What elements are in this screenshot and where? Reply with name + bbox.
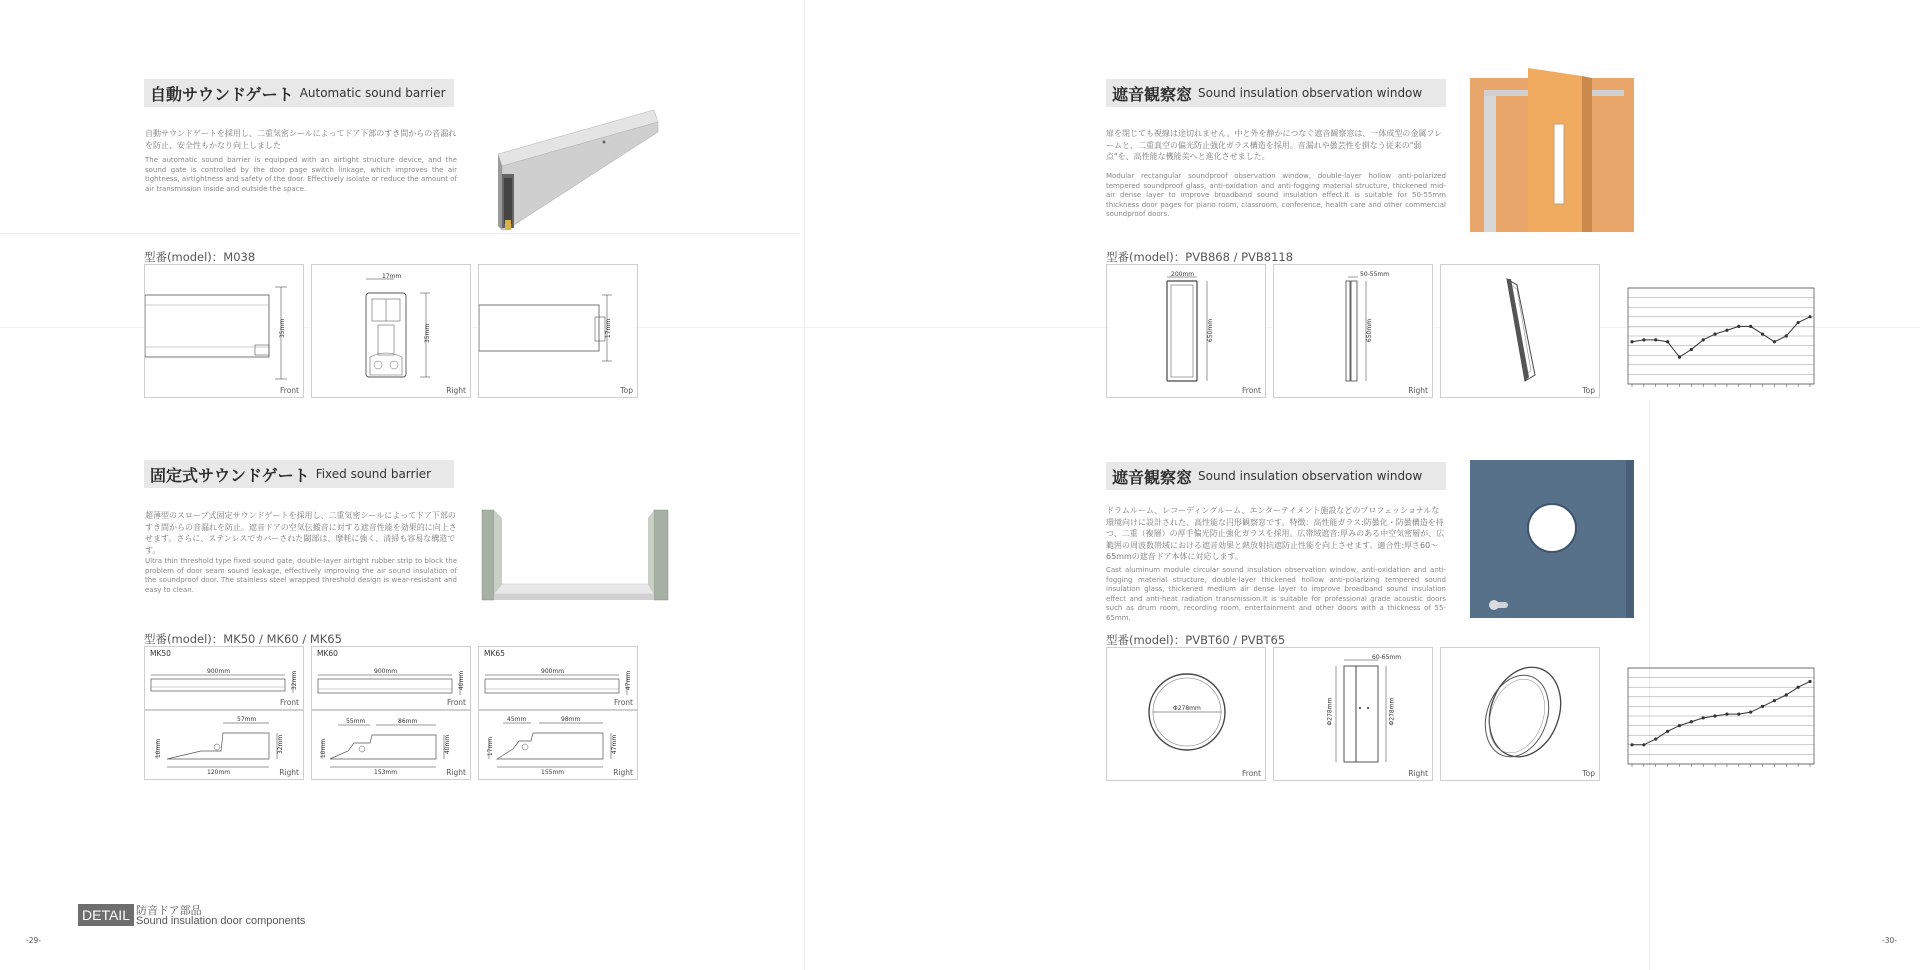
dim-length: 900mm xyxy=(374,668,398,675)
chart-point xyxy=(1785,693,1788,696)
dim-top2: 86mm xyxy=(398,718,418,725)
section-title-jp: 遮音観察窓 xyxy=(1112,84,1193,104)
chart-point xyxy=(1690,348,1693,351)
drawing-front-pvb xyxy=(1106,264,1266,398)
dim-side: 17mm xyxy=(487,736,495,757)
section-header-automatic-barrier xyxy=(144,79,454,107)
section-title-en: Sound insulation observation window xyxy=(1198,469,1423,483)
model-value: M038 xyxy=(223,250,256,264)
chart-point xyxy=(1761,705,1764,708)
dim-height: 650mm xyxy=(1207,318,1215,343)
view-label-right: Right xyxy=(1408,769,1428,778)
dim-right: 40mm xyxy=(444,734,452,755)
page-divider xyxy=(804,0,805,970)
view-label-front: Front xyxy=(614,698,633,707)
section-title-jp: 遮音観察窓 xyxy=(1112,467,1193,487)
dim-side-right: 35mm xyxy=(424,323,432,344)
section-desc-en: Cast aluminum module circular sound insulation observation window, anti-oxidation and anti-fogging material structure, double-layer thickened hollow anti-polarizing tempered sound insulation glass, thickened medium air dense layer to improve broadband sound insulation effect and anti-heat radiation transmission.It is suitable for professional grade acoustic doors such as drum room, recording room, entertainment and other doors with a thickness of 55-65mm. xyxy=(1106,566,1446,622)
dim-thickness: 60-65mm xyxy=(1372,654,1402,661)
view-label-top: Top xyxy=(1582,386,1595,395)
dim-diameter: Φ278mm xyxy=(1173,705,1201,712)
chart-point xyxy=(1725,712,1728,715)
drawing-front-mk65 xyxy=(478,646,638,710)
type-label: MK60 xyxy=(317,649,338,658)
dim-width-right: 17mm xyxy=(382,273,402,280)
chart-point xyxy=(1678,724,1681,727)
drawing-front-pvbt xyxy=(1106,647,1266,781)
model-label-mk: 型番(model)：MK50 / MK60 / MK65 xyxy=(144,632,342,646)
chart-point xyxy=(1773,699,1776,702)
view-label-top: Top xyxy=(1582,769,1595,778)
chart-point xyxy=(1749,711,1752,714)
wood-door-photo xyxy=(1470,66,1636,234)
dim-diameter-right: Φ278mm xyxy=(1388,697,1396,726)
drawing-right-mk50 xyxy=(144,710,304,780)
footer-title-jp: 防音ドア部品 xyxy=(136,904,202,917)
dim-height: 32mm xyxy=(291,670,299,691)
chart-point xyxy=(1678,356,1681,359)
page-number-left: -29- xyxy=(26,936,41,945)
guide-line-left xyxy=(0,233,800,234)
view-label-top: Top xyxy=(620,386,633,395)
model-value: PVBT60 / PVBT65 xyxy=(1185,633,1286,647)
dim-top: 17mm xyxy=(605,318,613,339)
drawing-front-mk50 xyxy=(144,646,304,710)
drawing-front-mk60 xyxy=(311,646,471,710)
chart-point xyxy=(1642,743,1645,746)
drawing-top-m038 xyxy=(478,264,638,398)
chart-point xyxy=(1749,325,1752,328)
section-header-fixed-barrier xyxy=(144,460,454,488)
sound-insulation-chart-2 xyxy=(1612,666,1818,784)
page-number-right: -30- xyxy=(1882,936,1897,945)
dim-bottom: 153mm xyxy=(374,769,398,776)
drawing-right-pvb xyxy=(1273,264,1433,398)
blue-door-photo xyxy=(1470,460,1636,618)
chart-point xyxy=(1666,730,1669,733)
dim-bottom: 120mm xyxy=(207,769,231,776)
chart-point xyxy=(1642,338,1645,341)
chart-point xyxy=(1702,716,1705,719)
chart-point xyxy=(1713,714,1716,717)
section-header-observation-window-rect xyxy=(1106,79,1446,107)
view-label-right: Right xyxy=(279,768,299,777)
model-label-pvbt: 型番(model)：PVBT60 / PVBT65 xyxy=(1106,633,1286,647)
chart-point xyxy=(1761,332,1764,335)
model-value: MK50 / MK60 / MK65 xyxy=(223,632,342,646)
view-label-right: Right xyxy=(613,768,633,777)
dim-bottom: 155mm xyxy=(541,769,565,776)
chart-point xyxy=(1737,325,1740,328)
drawing-top-pvb xyxy=(1440,264,1600,398)
chart-point xyxy=(1808,680,1811,683)
dim-diameter-left: Φ278mm xyxy=(1326,697,1334,726)
dim-width: 200mm xyxy=(1171,271,1195,278)
drawing-right-pvbt xyxy=(1273,647,1433,781)
chart-point xyxy=(1808,315,1811,318)
drawing-front-m038 xyxy=(144,264,304,398)
section-desc-jp: 扉を閉じても視線は途切れません。中と外を静かにつなぐ遮音観察窓は、一体成型の金属フレームと、二重真空の偏光防止強化ガラス構造を採用。音漏れや曇芸性を損なう従来の"弱点"を、高性能な機能美へと進化させました。 xyxy=(1106,129,1442,161)
dim-side: 10mm xyxy=(320,738,328,759)
section-desc-en: Ultra thin threshold type fixed sound gate, double-layer airtight rubber strip to block the problem of door seam sound leakage, effectively improving the air sound insulation of the soundproof door. The stainless steel wrapped threshold design is wear-resistant and easy to clean. xyxy=(145,557,457,594)
model-label-m038: 型番(model)：M038 xyxy=(144,250,256,264)
detail-badge: DETAIL xyxy=(78,904,134,926)
chart-point xyxy=(1630,743,1633,746)
dim-side: 10mm xyxy=(155,738,163,759)
dim-top: 57mm xyxy=(237,716,257,723)
view-label-front: Front xyxy=(280,386,299,395)
section-title-jp: 固定式サウンドゲート xyxy=(150,465,310,485)
dim-height: 47mm xyxy=(625,670,633,691)
dim-length: 900mm xyxy=(207,668,231,675)
chart-point xyxy=(1725,329,1728,332)
section-desc-jp: 超薄型のスロープ式固定サウンドゲートを採用し、二重気密シールによってドア下部のすき間からの音漏れを防止。遮音ドアの空気伝搬音に対する遮音性能を効果的に向上させます。さらに、ステンレスでカバーされた閾部は、摩耗に強く、清掃も容易な構造です。 xyxy=(145,511,457,555)
type-label: MK50 xyxy=(150,649,171,658)
drawing-right-m038 xyxy=(311,264,471,398)
drawing-right-mk60 xyxy=(311,710,471,780)
model-value: PVB868 / PVB8118 xyxy=(1185,250,1294,264)
automatic-barrier-photo xyxy=(494,108,659,232)
type-label: MK65 xyxy=(484,649,505,658)
view-label-right: Right xyxy=(446,386,466,395)
chart-point xyxy=(1630,340,1633,343)
dim-thickness: 50-55mm xyxy=(1360,271,1390,278)
view-label-front: Front xyxy=(447,698,466,707)
chart-point xyxy=(1654,338,1657,341)
section-title-jp: 自動サウンドゲート xyxy=(150,84,294,104)
section-desc-en: The automatic sound barrier is equipped with an airtight structure device, and the sound gate is controlled by the door page switch linkage, which improves the air tightness, airtightness and safety of the door. Effectively isolate or reduce the amount of air transmission inside and outside the space. xyxy=(145,156,457,193)
chart-point xyxy=(1702,338,1705,341)
section-header-observation-window-round xyxy=(1106,462,1446,490)
chart-point xyxy=(1713,332,1716,335)
section-title-en: Sound insulation observation window xyxy=(1198,86,1423,100)
dim-top1: 55mm xyxy=(346,718,366,725)
view-label-front: Front xyxy=(1242,769,1261,778)
section-title-en: Fixed sound barrier xyxy=(315,467,432,481)
drawing-right-mk65 xyxy=(478,710,638,780)
sound-insulation-chart-1 xyxy=(1612,286,1818,404)
chart-point xyxy=(1690,720,1693,723)
view-label-right: Right xyxy=(446,768,466,777)
dim-right: 47mm xyxy=(611,734,619,755)
drawing-top-pvbt xyxy=(1440,647,1600,781)
view-label-right: Right xyxy=(1408,386,1428,395)
dim-right: 32mm xyxy=(277,734,285,755)
chart-point xyxy=(1785,334,1788,337)
section-desc-jp: 自動サウンドゲートを採用し、二重気密シールによってドア下部のすき間からの音漏れを防止、安全性もかなり向上しました xyxy=(145,129,457,150)
chart-point xyxy=(1737,712,1740,715)
dim-top1: 45mm xyxy=(507,716,527,723)
chart-point xyxy=(1654,737,1657,740)
dim-top2: 98mm xyxy=(561,716,581,723)
dim-height: 650mm xyxy=(1366,318,1374,343)
footer-title-en: Sound insulation door components xyxy=(136,915,306,927)
dim-height-front: 35mm xyxy=(279,318,287,339)
section-desc-jp: ドラムルーム、レコーディングルーム、エンターテイメント施設などのプロフェッショナルな環境向けに設計された、高性能な円形観察窓です。特徴：高性能ガラス:防曇化・防曇構造を持つ、二重（複層）の厚手偏光防止強化ガラスを採用。広帯域遮音:厚みのある中空気密層が、広範囲の周波数帯域における遮音効果と熱放射抗遮防止性能を向上させます。適合性:厚さ60〜65mmの遮音ドア本体に対応します。 xyxy=(1106,506,1445,561)
chart-point xyxy=(1797,686,1800,689)
section-desc-en: Modular rectangular soundproof observation window, double-layer hollow anti-polarized tempered soundproof glass, anti-oxidation and anti-fogging material structure, thickened mid-air dense layer to improve broadband sound insulation effect.It is suitable for 50-55mm thickness door pages for piano room, classroom, conference, health care and other commercial soundproof doors. xyxy=(1106,172,1446,218)
chart-point xyxy=(1666,340,1669,343)
dim-length: 900mm xyxy=(541,668,565,675)
dim-height: 40mm xyxy=(458,670,466,691)
section-title-en: Automatic sound barrier xyxy=(299,86,446,100)
fixed-barrier-photo xyxy=(480,508,670,603)
view-label-front: Front xyxy=(1242,386,1261,395)
chart-point xyxy=(1797,321,1800,324)
chart-series-line xyxy=(1632,317,1810,357)
model-label-pvb: 型番(model)：PVB868 / PVB8118 xyxy=(1106,250,1294,264)
view-label-front: Front xyxy=(280,698,299,707)
chart-point xyxy=(1773,340,1776,343)
